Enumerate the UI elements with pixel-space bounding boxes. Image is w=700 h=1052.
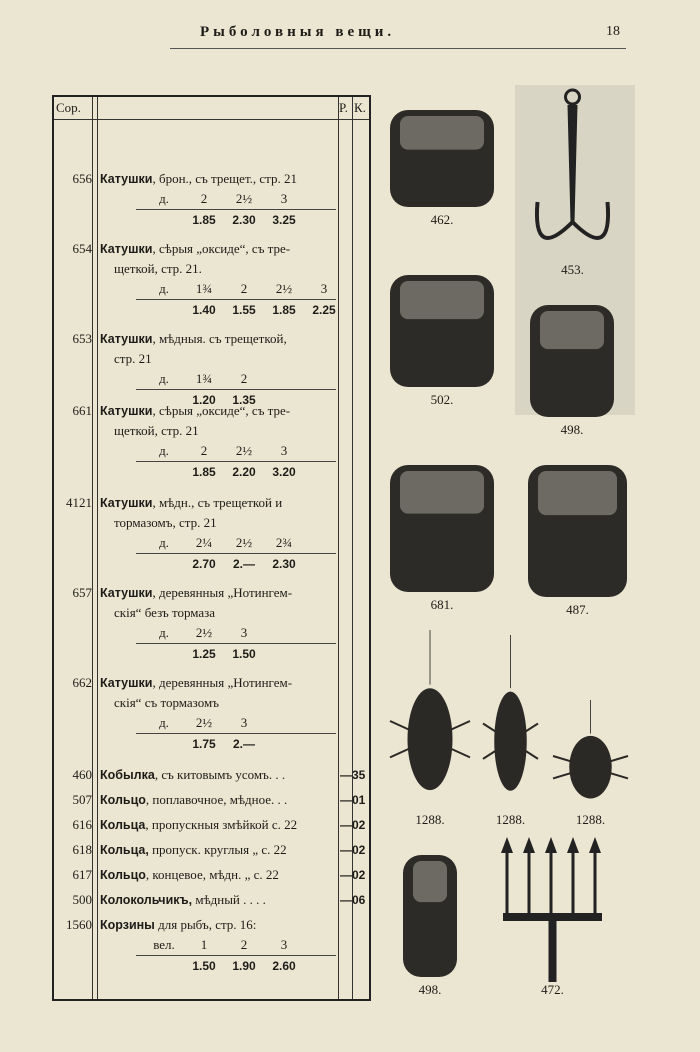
description-line-2: скія“ съ тормазомъ (114, 695, 219, 710)
item-number: 616 (72, 817, 92, 832)
size-value: 1 (200, 937, 208, 952)
item-name: Катушки (100, 676, 153, 690)
spacer (144, 210, 184, 230)
item-number: 507 (72, 792, 92, 807)
column-divider (338, 97, 339, 999)
sizes-label: д. (159, 715, 169, 730)
description-line (100, 239, 336, 259)
spacer (144, 554, 184, 574)
item-name: Кобылка (100, 768, 155, 782)
item-price (340, 790, 370, 810)
figure-caption: 1288. (495, 812, 526, 827)
item-number: 4121 (66, 495, 92, 510)
figure-creel-bag (382, 455, 502, 613)
size-value: 3 (280, 191, 288, 206)
description-line-2: щеткой, стр. 21. (114, 261, 202, 276)
item-description (100, 840, 336, 860)
prices-row (136, 955, 336, 976)
column-divider (92, 97, 93, 999)
item-name: Катушки (100, 242, 153, 256)
item-number: 654 (72, 241, 92, 256)
figure-caption: 462. (430, 212, 454, 227)
prices-row (136, 209, 336, 230)
figure-caption: 498. (418, 982, 442, 997)
item-name: Катушки (100, 332, 153, 346)
price-value: 2.25 (312, 303, 336, 317)
header-rule (170, 48, 626, 49)
item-number: 617 (72, 867, 92, 882)
col-header-kop: К. (354, 100, 366, 115)
item-description (100, 329, 336, 410)
figure-caption: 1288. (575, 812, 606, 827)
spacer (144, 956, 184, 976)
size-value: 2 (240, 281, 248, 296)
page-header-title: Рыболовныя вещи. (200, 24, 396, 40)
size-value: 2½ (195, 715, 213, 730)
price-kop: 01 (352, 793, 366, 807)
sizes-row (100, 713, 336, 733)
price-rub: — (340, 818, 352, 832)
sizes-label: д. (159, 625, 169, 640)
figure-tackle-box (382, 100, 502, 228)
item-number: 656 (72, 171, 92, 186)
item-price (340, 815, 370, 835)
fly-lure-icon (548, 700, 633, 812)
sizes-row (100, 623, 336, 643)
price-value: 3.25 (272, 213, 296, 227)
size-value: 2½ (235, 191, 253, 206)
price-kop: 02 (352, 818, 366, 832)
price-kop: 02 (352, 868, 366, 882)
col-header-rub: Р. (339, 100, 348, 115)
size-value: 2 (240, 371, 248, 386)
prices-row (136, 733, 336, 754)
price-value: 1.40 (192, 303, 216, 317)
page-number: 18 (606, 24, 620, 39)
treble-hook-icon (515, 85, 630, 262)
price-value: 1.75 (192, 737, 216, 751)
description-line-2: скія“ безъ тормаза (114, 605, 216, 620)
item-number: 653 (72, 331, 92, 346)
size-value: 1¾ (195, 281, 213, 296)
tackle-box-icon (382, 100, 502, 212)
figure-treble-hook (515, 85, 630, 278)
item-description (100, 790, 336, 810)
size-value: 1¾ (195, 371, 213, 386)
item-detail: , сѣрыя „оксиде“, съ тре- (152, 241, 291, 256)
price-kop: 02 (352, 843, 366, 857)
size-value: 3 (280, 937, 288, 952)
item-description (100, 239, 336, 320)
figure-caption: 502. (430, 392, 454, 407)
description-line-2: щеткой, стр. 21 (114, 423, 199, 438)
sizes-row (100, 369, 336, 389)
item-detail: , мѣдн., съ трещеткой и (152, 495, 283, 510)
item-name: Колокольчикъ, (100, 893, 193, 907)
description-line (100, 493, 336, 513)
sizes-label: вел. (153, 937, 175, 952)
item-number: 662 (72, 675, 92, 690)
spacer (144, 300, 184, 320)
grasshopper-lure-icon (478, 635, 543, 812)
price-rub: — (340, 793, 352, 807)
size-value: 2½ (275, 281, 293, 296)
figure-caption: 1288. (415, 812, 445, 827)
sizes-label: д. (159, 535, 169, 550)
prices-row (136, 461, 336, 482)
figure-bait-can (395, 845, 465, 998)
price-rub: — (340, 868, 352, 882)
item-description (100, 493, 336, 574)
item-detail: , поплавочное, мѣдное. . . (145, 792, 288, 807)
price-value: 1.55 (232, 303, 256, 317)
price-rub: — (340, 843, 352, 857)
description-line (100, 915, 336, 935)
price-kop: 35 (352, 768, 366, 782)
bait-can-icon (395, 845, 465, 982)
item-detail: для рыбъ, стр. 16: (154, 917, 257, 932)
item-description (100, 765, 336, 785)
description-line-2: тормазомъ, стр. 21 (114, 515, 217, 530)
item-price (340, 765, 370, 785)
size-value: 2¾ (275, 535, 293, 550)
col-header-sort: Сор. (56, 100, 81, 115)
size-value: 3 (280, 443, 288, 458)
description-line (100, 583, 336, 603)
figure-caption: 498. (560, 422, 584, 437)
item-detail: , деревянныя „Нотингем- (152, 675, 293, 690)
item-description (100, 169, 336, 230)
item-detail: , концевое, мѣдн. „ с. 22 (145, 867, 279, 882)
spacer (144, 734, 184, 754)
bait-bucket-icon (520, 455, 635, 602)
figure-caption: 487. (566, 602, 589, 617)
description-line (100, 169, 336, 189)
figure-grasshopper-lure (478, 635, 543, 828)
item-number: 500 (72, 892, 92, 907)
sizes-row (100, 279, 336, 299)
figure-fish-spear (495, 835, 610, 998)
item-name: Кольцо (100, 868, 146, 882)
spacer (144, 644, 184, 664)
item-detail: , съ китовымъ усомъ. . . (154, 767, 286, 782)
sizes-row (100, 533, 336, 553)
sizes-label: д. (159, 281, 169, 296)
fish-spear-icon (495, 835, 610, 982)
item-name: Кольца, (100, 843, 149, 857)
sizes-label: д. (159, 443, 169, 458)
size-value: 2½ (195, 625, 213, 640)
size-value: 2 (240, 937, 248, 952)
figure-reel-case (522, 295, 622, 438)
price-value: 2.30 (272, 557, 296, 571)
item-name: Катушки (100, 404, 153, 418)
price-value: 1.85 (272, 303, 296, 317)
sizes-row (100, 935, 336, 955)
item-description (100, 890, 336, 910)
price-value: 1.50 (232, 647, 256, 661)
figure-caption: 681. (430, 597, 454, 612)
reel-case-icon (522, 295, 622, 422)
sizes-label: д. (159, 371, 169, 386)
price-rub: — (340, 768, 352, 782)
item-detail: мѣдный . . . . (192, 892, 266, 907)
size-value: 2¼ (195, 535, 213, 550)
item-name: Кольца (100, 818, 146, 832)
price-value: 2.70 (192, 557, 216, 571)
price-value: 2.20 (232, 465, 256, 479)
size-value: 2½ (235, 535, 253, 550)
description-line (100, 329, 336, 349)
size-value: 3 (320, 281, 328, 296)
item-price (340, 865, 370, 885)
price-value: 1.85 (192, 213, 216, 227)
price-value: 3.20 (272, 465, 296, 479)
price-rub: — (340, 893, 352, 907)
size-value: 3 (240, 715, 248, 730)
column-divider (352, 97, 353, 999)
figure-caption: 453. (561, 262, 584, 277)
header-divider (54, 119, 369, 120)
item-name: Кольцо (100, 793, 146, 807)
item-detail: пропуск. круглыя „ с. 22 (148, 842, 287, 857)
item-price (340, 840, 370, 860)
price-value: 1.90 (232, 959, 256, 973)
item-name: Катушки (100, 172, 153, 186)
item-number: 460 (72, 767, 92, 782)
price-table (52, 95, 371, 1001)
beetle-lure-icon (385, 630, 475, 812)
item-description (100, 401, 336, 482)
item-detail: , деревянныя „Нотингем- (152, 585, 293, 600)
price-value: 2.30 (232, 213, 256, 227)
item-detail: , мѣдныя. съ трещеткой, (152, 331, 287, 346)
price-value: 1.35 (232, 393, 256, 407)
item-detail: , брон., съ трещет., стр. 21 (152, 171, 298, 186)
figure-fly-lure (548, 700, 633, 828)
prices-row (136, 299, 336, 320)
item-description (100, 583, 336, 664)
bait-box-icon (382, 265, 502, 392)
size-value: 2½ (235, 443, 253, 458)
description-line (100, 673, 336, 693)
item-detail: , сѣрыя „оксиде“, съ тре- (152, 403, 291, 418)
price-kop: 06 (352, 893, 366, 907)
prices-row (136, 553, 336, 574)
sizes-label: д. (159, 191, 169, 206)
description-line-2: стр. 21 (114, 351, 152, 366)
item-name: Катушки (100, 496, 153, 510)
item-description (100, 915, 336, 976)
price-value: 2.60 (272, 959, 296, 973)
price-value: 1.20 (192, 393, 216, 407)
figure-bait-bucket (520, 455, 635, 618)
item-name: Корзины (100, 918, 155, 932)
item-description (100, 673, 336, 754)
price-value: 1.25 (192, 647, 216, 661)
item-number: 661 (72, 403, 92, 418)
item-number: 618 (72, 842, 92, 857)
size-value: 3 (240, 625, 248, 640)
description-line (100, 401, 336, 421)
column-divider (97, 97, 98, 999)
figure-caption: 472. (541, 982, 564, 997)
item-price (340, 890, 370, 910)
price-value: 2.— (232, 557, 255, 571)
item-description (100, 815, 336, 835)
sizes-row (100, 441, 336, 461)
spacer (144, 462, 184, 482)
sizes-row (100, 189, 336, 209)
item-name: Катушки (100, 586, 153, 600)
item-number: 657 (72, 585, 92, 600)
price-value: 2.— (232, 737, 255, 751)
price-value: 1.85 (192, 465, 216, 479)
prices-row (136, 643, 336, 664)
creel-bag-icon (382, 455, 502, 597)
price-value: 1.50 (192, 959, 216, 973)
size-value: 2 (200, 191, 208, 206)
figure-beetle-lure (385, 630, 475, 828)
figure-bait-box (382, 265, 502, 408)
size-value: 2 (200, 443, 208, 458)
item-detail: , пропускныя змѣйкой с. 22 (145, 817, 298, 832)
item-description (100, 865, 336, 885)
item-number: 1560 (66, 917, 92, 932)
